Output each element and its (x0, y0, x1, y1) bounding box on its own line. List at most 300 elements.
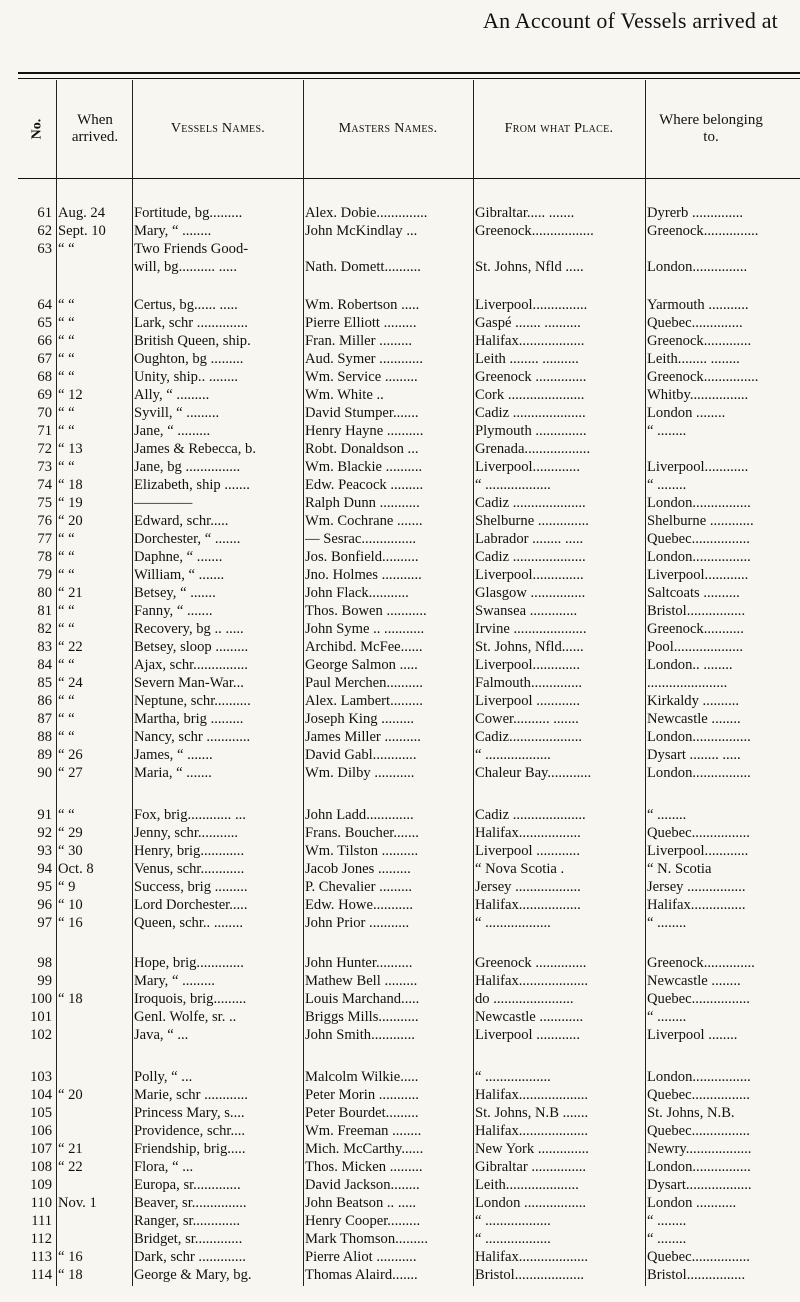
cell-when: “ “ (58, 459, 75, 475)
cell-no: 96 (37, 897, 52, 913)
cell-master: Wm. Freeman ........ (305, 1123, 422, 1139)
cell-belong: London ........ (647, 405, 726, 421)
cell-vessel: Lark, schr .............. (134, 315, 248, 331)
table-row (0, 458, 800, 476)
cell-when: “ 16 (58, 1249, 83, 1265)
cell-from: St. Johns, Nfld ..... (475, 259, 584, 275)
cell-belong: Greenock............. (647, 333, 752, 349)
cell-belong: “ ........ (647, 423, 687, 439)
cell-from: Halifax.................. (475, 333, 585, 349)
cell-when (58, 954, 130, 972)
cell-belong: Greenock............... (647, 223, 759, 239)
table-row (0, 350, 800, 368)
cell-when: “ 12 (58, 387, 83, 403)
cell-no: 67 (37, 351, 52, 367)
cell-belong: “ ........ (647, 1231, 687, 1247)
cell-belong: Dyrerb .............. (647, 205, 744, 221)
cell-when: “ “ (58, 807, 75, 823)
cell-belong: Whitby................ (647, 387, 749, 403)
cell-vessel: Syvill, “ ......... (134, 405, 220, 421)
cell-from (475, 240, 643, 258)
cell-when: “ 21 (58, 585, 83, 601)
cell-from: “ .................. (475, 477, 551, 493)
cell-vessel: Severn Man-War... (134, 675, 244, 691)
cell-master: Nath. Domett.......... (305, 259, 421, 275)
cell-vessel: Betsey, “ ....... (134, 585, 216, 601)
cell-belong: Leith........ ........ (647, 351, 740, 367)
cell-vessel: Fox, brig............ ... (134, 807, 246, 823)
cell-master: Wm. Blackie .......... (305, 459, 423, 475)
cell-from: “ .................. (475, 747, 551, 763)
cell-when (58, 1104, 130, 1122)
cell-vessel: Recovery, bg .. ..... (134, 621, 244, 637)
cell-no: 92 (37, 825, 52, 841)
cell-no: 101 (30, 1009, 52, 1025)
cell-vessel: Hope, brig............. (134, 955, 244, 971)
cell-master: George Salmon ..... (305, 657, 418, 673)
cell-master: John Flack........... (305, 585, 409, 601)
cell-when: “ 21 (58, 1141, 83, 1157)
table-row (0, 954, 800, 972)
table-row (0, 728, 800, 746)
cell-master: Jacob Jones ......... (305, 861, 411, 877)
cell-vessel: Marie, schr ............ (134, 1087, 248, 1103)
cell-from: Gaspé ....... .......... (475, 315, 581, 331)
cell-no: 85 (37, 675, 52, 691)
cell-from: Halifax................... (475, 1123, 589, 1139)
table-row (0, 674, 800, 692)
cell-belong: Greenock............... (647, 369, 759, 385)
cell-from: “ .................. (475, 1213, 551, 1229)
header-no-label: No. (29, 118, 44, 140)
cell-master: Mark Thomson......... (305, 1231, 428, 1247)
header-vessel-label: Vessels Names. (170, 121, 266, 136)
cell-belong: Liverpool............ (647, 843, 749, 859)
cell-from: Bristol................... (475, 1267, 585, 1283)
cell-when: “ “ (58, 567, 75, 583)
header-master-label: Masters Names. (338, 121, 438, 136)
table-row (0, 1248, 800, 1266)
table-row (0, 368, 800, 386)
table-row (0, 914, 800, 932)
table-row (0, 1008, 800, 1026)
cell-master: John Syme .. ........... (305, 621, 425, 637)
cell-from: St. Johns, N.B ....... (475, 1105, 589, 1121)
cell-belong: Greenock.............. (647, 955, 755, 971)
cell-from: “ .................. (475, 915, 551, 931)
table-row (0, 1068, 800, 1086)
table-row (0, 584, 800, 602)
cell-vessel: Flora, “ ... (134, 1159, 194, 1175)
cell-belong: Shelburne ............ (647, 513, 754, 529)
table-row (0, 746, 800, 764)
cell-belong: Quebec.............. (647, 315, 743, 331)
cell-belong: Pool................... (647, 639, 744, 655)
cell-master: David Gabl............ (305, 747, 417, 763)
cell-vessel: Daphne, “ ....... (134, 549, 223, 565)
cell-no (18, 258, 52, 276)
cell-vessel: will, bg.......... ..... (134, 259, 237, 275)
cell-belong: Newcastle ........ (647, 711, 741, 727)
cell-vessel: Polly, “ ... (134, 1069, 193, 1085)
cell-when: Oct. 8 (58, 861, 94, 877)
cell-master: Wm. Robertson ..... (305, 297, 420, 313)
cell-no: 106 (30, 1123, 52, 1139)
cell-vessel: Henry, brig............ (134, 843, 245, 859)
cell-master: Aud. Symer ............ (305, 351, 423, 367)
table-row (0, 764, 800, 782)
cell-when: “ “ (58, 729, 75, 745)
cell-no: 61 (37, 205, 52, 221)
cell-when: Nov. 1 (58, 1195, 97, 1211)
cell-when: “ “ (58, 351, 75, 367)
cell-vessel: Nancy, schr ............ (134, 729, 251, 745)
header-when-label: When arrived. (71, 112, 119, 145)
cell-master: John Smith............ (305, 1027, 415, 1043)
cell-no: 93 (37, 843, 52, 859)
cell-vessel: Friendship, brig..... (134, 1141, 246, 1157)
cell-vessel: Ranger, sr............. (134, 1213, 241, 1229)
cell-no: 66 (37, 333, 52, 349)
cell-belong: Saltcoats .......... (647, 585, 740, 601)
cell-when (58, 1068, 130, 1086)
cell-vessel: Betsey, sloop ......... (134, 639, 249, 655)
cell-no: 82 (37, 621, 52, 637)
cell-vessel: Beaver, sr............... (134, 1195, 247, 1211)
table-row (0, 314, 800, 332)
cell-vessel: Jane, “ ......... (134, 423, 211, 439)
cell-when: “ “ (58, 333, 75, 349)
cell-master: — Sesrac............... (305, 531, 417, 547)
cell-when: “ “ (58, 549, 75, 565)
table-row (0, 842, 800, 860)
header-belonging-label: Where belonging to. (659, 112, 763, 145)
cell-from: Gibraltar ............... (475, 1159, 587, 1175)
cell-belong: ...................... (647, 675, 728, 691)
cell-no: 73 (37, 459, 52, 475)
cell-from: Glasgow ............... (475, 585, 586, 601)
table-row (0, 1158, 800, 1176)
cell-no: 68 (37, 369, 52, 385)
cell-when (58, 258, 130, 276)
cell-belong: Quebec................ (647, 1249, 750, 1265)
table-row (0, 692, 800, 710)
cell-belong: London................ (647, 549, 751, 565)
cell-master: Peter Bourdet......... (305, 1105, 419, 1121)
cell-from: “ Nova Scotia . (475, 861, 565, 877)
table-row (0, 1194, 800, 1212)
cell-when: “ “ (58, 603, 75, 619)
cell-vessel: Elizabeth, ship ....... (134, 477, 250, 493)
cell-vessel: Jenny, schr........... (134, 825, 239, 841)
cell-when: “ 22 (58, 639, 83, 655)
cell-master: Thos. Micken ......... (305, 1159, 423, 1175)
cell-belong: Newry.................. (647, 1141, 752, 1157)
cell-belong: Dysart.................. (647, 1177, 752, 1193)
cell-when (58, 1212, 130, 1230)
cell-belong: Quebec................ (647, 531, 750, 547)
cell-belong: London................ (647, 729, 751, 745)
cell-from: Cadiz .................... (475, 807, 586, 823)
cell-vessel: Iroquois, brig......... (134, 991, 247, 1007)
cell-from: Liverpool.............. (475, 567, 584, 583)
cell-master: David Jackson........ (305, 1177, 420, 1193)
cell-no: 87 (37, 711, 52, 727)
cell-when: “ “ (58, 241, 75, 257)
table-row (0, 332, 800, 350)
cell-vessel: Fortitude, bg......... (134, 205, 243, 221)
cell-belong: Quebec................ (647, 991, 750, 1007)
cell-belong: London................ (647, 1159, 751, 1175)
cell-from: Falmouth.............. (475, 675, 583, 691)
cell-master: Joseph King ......... (305, 711, 415, 727)
cell-belong (647, 240, 800, 258)
cell-from: “ .................. (475, 1069, 551, 1085)
cell-master: John Ladd............. (305, 807, 414, 823)
cell-belong: Dysart ........ ..... (647, 747, 741, 763)
cell-when: Sept. 10 (58, 223, 106, 239)
cell-vessel: Providence, schr.... (134, 1123, 246, 1139)
cell-master (305, 240, 471, 258)
cell-no: 65 (37, 315, 52, 331)
cell-when: “ 29 (58, 825, 83, 841)
cell-from: Greenock .............. (475, 955, 587, 971)
cell-belong: Bristol................ (647, 603, 746, 619)
cell-belong: Bristol................ (647, 1267, 746, 1283)
cell-master: P. Chevalier ......... (305, 879, 413, 895)
cell-vessel: Genl. Wolfe, sr. .. (134, 1009, 237, 1025)
cell-vessel: Ajax, schr............... (134, 657, 248, 673)
cell-belong: “ ........ (647, 1009, 687, 1025)
table-row (0, 602, 800, 620)
cell-from: Gibraltar..... ....... (475, 205, 575, 221)
cell-when (58, 972, 130, 990)
cell-vessel: Jane, bg ............... (134, 459, 241, 475)
table-row (0, 1140, 800, 1158)
cell-master: Wm. Tilston .......... (305, 843, 419, 859)
cell-from: New York .............. (475, 1141, 589, 1157)
cell-master: Louis Marchand..... (305, 991, 420, 1007)
cell-no: 91 (37, 807, 52, 823)
cell-vessel: Dorchester, “ ....... (134, 531, 241, 547)
cell-vessel: Mary, “ ........ (134, 223, 212, 239)
table-row (0, 1176, 800, 1194)
cell-master: Archibd. McFee...... (305, 639, 423, 655)
cell-master: Paul Merchen.......... (305, 675, 423, 691)
cell-master: Henry Cooper......... (305, 1213, 421, 1229)
cell-no: 72 (37, 441, 52, 457)
cell-no: 105 (30, 1105, 52, 1121)
cell-no: 80 (37, 585, 52, 601)
cell-from: do ...................... (475, 991, 574, 1007)
cell-no: 69 (37, 387, 52, 403)
cell-master: Wm. Dilby ........... (305, 765, 415, 781)
cell-from: Halifax................. (475, 825, 581, 841)
cell-when: “ 13 (58, 441, 83, 457)
cell-when: “ 20 (58, 1087, 83, 1103)
cell-no: 111 (31, 1213, 52, 1229)
cell-no: 102 (30, 1027, 52, 1043)
cell-no: 99 (37, 973, 52, 989)
cell-master: John McKindlay ... (305, 223, 418, 239)
cell-vessel: Oughton, bg ......... (134, 351, 244, 367)
table-row (0, 548, 800, 566)
cell-when: “ “ (58, 297, 75, 313)
cell-master: Robt. Donaldson ... (305, 441, 419, 457)
cell-when: “ “ (58, 405, 75, 421)
cell-belong: Yarmouth ........... (647, 297, 749, 313)
table-row (0, 476, 800, 494)
table-row (0, 1122, 800, 1140)
cell-when: “ 24 (58, 675, 83, 691)
cell-master: Fran. Miller ......... (305, 333, 413, 349)
header-from-label: From what Place. (504, 121, 614, 136)
cell-vessel: George & Mary, bg. (134, 1267, 252, 1283)
cell-when: “ “ (58, 369, 75, 385)
cell-no: 84 (37, 657, 52, 673)
cell-from: Liverpool............. (475, 459, 580, 475)
cell-when: “ “ (58, 657, 75, 673)
cell-no: 97 (37, 915, 52, 931)
table-row (0, 296, 800, 314)
cell-master: John Hunter.......... (305, 955, 413, 971)
cell-from: Cadiz .................... (475, 549, 586, 565)
table-row (0, 440, 800, 458)
table-row (0, 222, 800, 240)
cell-master: Thos. Bowen ........... (305, 603, 427, 619)
cell-from: Irvine .................... (475, 621, 587, 637)
table-row (0, 258, 800, 276)
cell-from: Chaleur Bay............ (475, 765, 592, 781)
cell-when: “ 19 (58, 495, 83, 511)
cell-no: 107 (30, 1141, 52, 1157)
cell-from: “ .................. (475, 1231, 551, 1247)
table-row (0, 240, 800, 258)
cell-from: Liverpool ............ (475, 843, 580, 859)
cell-vessel: Dark, schr ............. (134, 1249, 246, 1265)
cell-master: Thomas Alaird....... (305, 1267, 418, 1283)
cell-belong: Greenock........... (647, 621, 744, 637)
cell-from: Grenada.................. (475, 441, 591, 457)
cell-belong: London................ (647, 495, 751, 511)
cell-vessel: Queen, schr.. ........ (134, 915, 244, 931)
cell-vessel: Unity, ship.. ........ (134, 369, 239, 385)
cell-from: London ................. (475, 1195, 587, 1211)
table-row (0, 972, 800, 990)
cell-no: 78 (37, 549, 52, 565)
cell-master: John Beatson .. ..... (305, 1195, 417, 1211)
cell-when (58, 1122, 130, 1140)
cell-master: Peter Morin ........... (305, 1087, 419, 1103)
table-row (0, 566, 800, 584)
table-row (0, 824, 800, 842)
cell-vessel: Two Friends Good- (134, 241, 249, 257)
cell-no: 113 (30, 1249, 52, 1265)
table-row (0, 1086, 800, 1104)
cell-from: Newcastle ............ (475, 1009, 584, 1025)
cell-from: Shelburne .............. (475, 513, 589, 529)
cell-master: Mathew Bell ......... (305, 973, 418, 989)
cell-from: Liverpool ............ (475, 693, 580, 709)
cell-no: 103 (30, 1069, 52, 1085)
cell-belong: “ ........ (647, 915, 687, 931)
cell-from: Liverpool............. (475, 657, 580, 673)
cell-belong: London................ (647, 1069, 751, 1085)
cell-when: “ “ (58, 531, 75, 547)
cell-master: Edw. Peacock ......... (305, 477, 424, 493)
cell-from: Greenock................. (475, 223, 594, 239)
cell-when: “ 18 (58, 991, 83, 1007)
cell-no: 62 (37, 223, 52, 239)
table-row (0, 422, 800, 440)
cell-belong: “ N. Scotia (647, 861, 712, 877)
table-row (0, 638, 800, 656)
cell-belong: Quebec................ (647, 1087, 750, 1103)
cell-master: Wm. Cochrane ....... (305, 513, 423, 529)
cell-vessel: Mary, “ ......... (134, 973, 215, 989)
table-row (0, 494, 800, 512)
table-row (0, 710, 800, 728)
cell-when: “ 18 (58, 1267, 83, 1283)
cell-no: 77 (37, 531, 52, 547)
cell-when: “ 16 (58, 915, 83, 931)
cell-master: Jos. Bonfield.......... (305, 549, 419, 565)
table-row (0, 386, 800, 404)
table-row (0, 1104, 800, 1122)
cell-belong: Liverpool............ (647, 459, 749, 475)
cell-no: 109 (30, 1177, 52, 1193)
cell-belong: London................ (647, 765, 751, 781)
cell-from: Cadiz .................... (475, 495, 586, 511)
table-row (0, 656, 800, 674)
table-row (0, 530, 800, 548)
cell-when: “ “ (58, 621, 75, 637)
cell-when (58, 1008, 130, 1026)
cell-when (58, 1026, 130, 1044)
cell-master: Henry Hayne .......... (305, 423, 424, 439)
cell-belong: Quebec................ (647, 825, 750, 841)
cell-from: Halifax................. (475, 897, 581, 913)
cell-belong: “ ........ (647, 477, 687, 493)
table-row (0, 204, 800, 222)
cell-no: 88 (37, 729, 52, 745)
cell-vessel: Fanny, “ ....... (134, 603, 213, 619)
cell-vessel: Success, brig ......... (134, 879, 248, 895)
cell-master: Wm. Service ......... (305, 369, 418, 385)
cell-master: Alex. Dobie.............. (305, 205, 428, 221)
cell-master: John Prior ........... (305, 915, 410, 931)
cell-vessel: Martha, brig ......... (134, 711, 244, 727)
cell-no: 81 (37, 603, 52, 619)
cell-master: Mich. McCarthy...... (305, 1141, 424, 1157)
table-row (0, 512, 800, 530)
cell-no: 112 (30, 1231, 52, 1247)
cell-no: 110 (30, 1195, 52, 1211)
table-row (0, 806, 800, 824)
cell-vessel: Java, “ ... (134, 1027, 189, 1043)
page-title: An Account of Vessels arrived at (483, 8, 778, 33)
table-row (0, 990, 800, 1008)
cell-when (58, 1230, 130, 1248)
cell-master: Alex. Lambert......... (305, 693, 423, 709)
cell-no: 89 (37, 747, 52, 763)
cell-when: “ “ (58, 711, 75, 727)
cell-from: Swansea ............. (475, 603, 578, 619)
cell-vessel: Europa, sr............. (134, 1177, 241, 1193)
cell-from: Halifax................... (475, 1249, 589, 1265)
cell-from: Cower.......... ....... (475, 711, 579, 727)
cell-no: 75 (37, 495, 52, 511)
